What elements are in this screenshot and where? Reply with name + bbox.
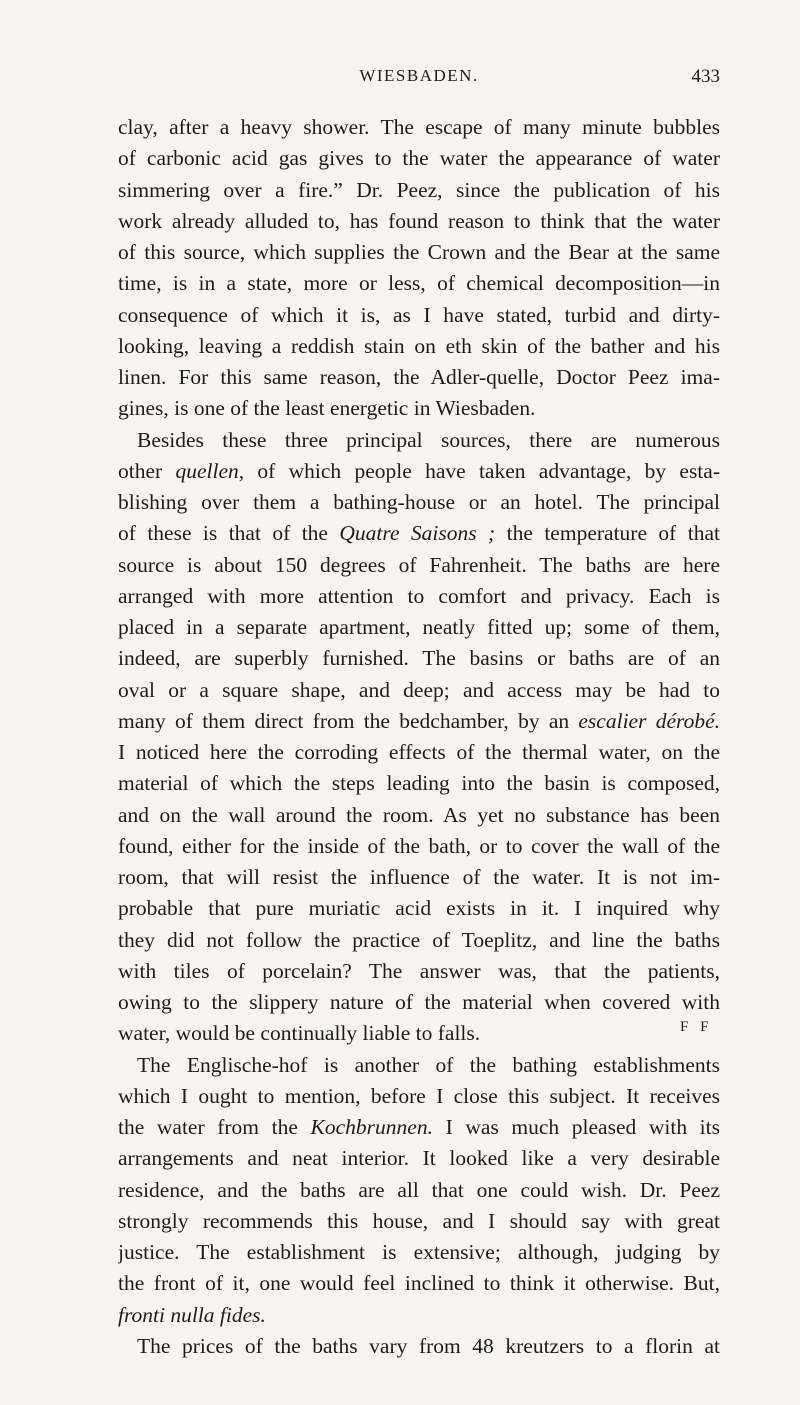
text-line (118, 1268, 720, 1299)
text-run: placed in a separate apartment, neatly fitted up; some of them, (118, 615, 720, 639)
text-line (118, 268, 720, 299)
text-run: which I ought to mention, before I close this subject. It receives (118, 1083, 720, 1108)
text-line (118, 1112, 720, 1143)
text-line (118, 675, 720, 706)
text-run: many of them direct from the bedchamber, by an (118, 708, 579, 733)
text-line (118, 300, 720, 331)
text-line (118, 331, 720, 362)
text-run: work already alluded to, has found reason to think that the water (118, 208, 720, 233)
text-line (118, 1206, 720, 1237)
text-run: , of which people have taken advantage, by esta- (238, 458, 720, 483)
text-run: arrangements and neat interior. It looked like a very desirable (118, 1146, 720, 1171)
text-line (118, 768, 720, 799)
text-line (118, 987, 720, 1018)
text-line (118, 862, 720, 893)
text-run: the water from the (118, 1115, 311, 1139)
text-line (118, 1081, 720, 1112)
italic-text: Kochbrunnen. (310, 1115, 433, 1139)
text-line (118, 362, 720, 393)
italic-text: quellen (175, 458, 239, 483)
text-run: and on the wall around the room. As yet no substance has been (118, 802, 720, 827)
text-run: The prices of the baths vary from 48 kreutzers to a florin at (137, 1333, 720, 1358)
text-line (118, 456, 720, 487)
text-line (118, 1300, 720, 1331)
text-run: the front of it, one would feel inclined to think it otherwise. But, (118, 1271, 720, 1296)
running-head: WIESBADEN. (359, 66, 479, 85)
text-run: water, would be continually liable to falls. (118, 1021, 481, 1046)
text-line (118, 237, 720, 268)
text-run: source is about 150 degrees of Fahrenheit. The baths are here (118, 552, 720, 577)
text-run: owing to the slippery nature of the material when covered with (118, 990, 720, 1014)
text-run: of carbonic acid gas gives to the water the appearance of water (118, 146, 720, 171)
text-line (118, 550, 720, 581)
page-number: 433 (691, 66, 720, 87)
text-run: strongly recommends this house, and I should say with great (118, 1208, 720, 1233)
text-line (118, 800, 720, 831)
text-run: residence, and the baths are all that one could wish. Dr. Peez (118, 1177, 720, 1202)
text-run: looking, leaving a reddish stain on eth skin of the bather and his (118, 333, 720, 358)
text-line (118, 737, 720, 768)
italic-text: Quatre Saisons ; (339, 521, 496, 546)
text-run: clay, after a heavy shower. The escape of many minute bubbles (118, 115, 720, 139)
text-run: oval or a square shape, and deep; and access may be had to (118, 677, 720, 702)
text-line (118, 612, 720, 643)
text-line (118, 1018, 720, 1049)
text-line (118, 487, 720, 518)
italic-text: escalier dérobé. (578, 708, 720, 733)
text-line (118, 1237, 720, 1268)
text-run: time, is in a state, more or less, of chemical decomposition—in (118, 271, 720, 296)
text-line (118, 1175, 720, 1206)
text-line (118, 581, 720, 612)
text-run: consequence of which it is, as I have stated, turbid and dirty- (118, 302, 720, 327)
text-run: justice. The establishment is extensive; although, judging by (118, 1240, 720, 1264)
text-line (118, 206, 720, 237)
body-text (118, 112, 720, 1362)
text-run: I noticed here the corroding effects of the thermal water, on the (118, 740, 720, 764)
text-line (118, 643, 720, 674)
text-line (118, 831, 720, 862)
text-run: material of which the steps leading into the basin is composed, (118, 771, 720, 796)
text-run: room, that will resist the influence of the water. It is not im- (118, 865, 720, 889)
signature-mark: F F (680, 1019, 713, 1035)
text-run: other (118, 458, 176, 483)
text-line (118, 393, 720, 424)
text-line (118, 112, 720, 143)
text-line (118, 706, 720, 737)
text-run: I was much pleased with its (432, 1115, 720, 1139)
text-line (118, 1143, 720, 1174)
text-run: probable that pure muriatic acid exists in it. I inquired why (118, 896, 720, 921)
text-line (118, 893, 720, 924)
text-run: arranged with more attention to comfort and privacy. Each is (118, 583, 720, 608)
text-run: blishing over them a bathing-house or an hotel. The principal (118, 490, 720, 514)
text-run: with tiles of porcelain? The answer was, that the patients, (118, 958, 720, 983)
text-run: simmering over a fire.” Dr. Peez, since the publication of his (118, 177, 720, 202)
text-line (118, 175, 720, 206)
text-run: linen. For this same reason, the Adler-quelle, Doctor Peez ima- (118, 365, 720, 389)
text-line (118, 143, 720, 174)
text-run: Besides these three principal sources, there are numerous (137, 427, 720, 452)
text-run: the temperature of that (495, 521, 720, 546)
text-run: of these is that of the (118, 521, 340, 546)
text-run: The Englische-hof is another of the bathing establishments (137, 1052, 720, 1077)
italic-text: fronti nulla fides. (118, 1302, 266, 1327)
text-line (118, 425, 720, 456)
text-run: gines, is one of the least energetic in Wiesbaden. (118, 396, 536, 421)
text-run: they did not follow the practice of Toeplitz, and line the baths (118, 927, 720, 952)
text-line (118, 925, 720, 956)
page-header (118, 66, 720, 90)
text-line (118, 1331, 720, 1362)
text-line (118, 1050, 720, 1081)
text-run: indeed, are superbly furnished. The basins or baths are of an (118, 646, 720, 671)
text-line (118, 518, 720, 549)
text-line (118, 956, 720, 987)
text-run: found, either for the inside of the bath, or to cover the wall of the (118, 833, 720, 858)
text-run: of this source, which supplies the Crown and the Bear at the same (118, 240, 720, 264)
